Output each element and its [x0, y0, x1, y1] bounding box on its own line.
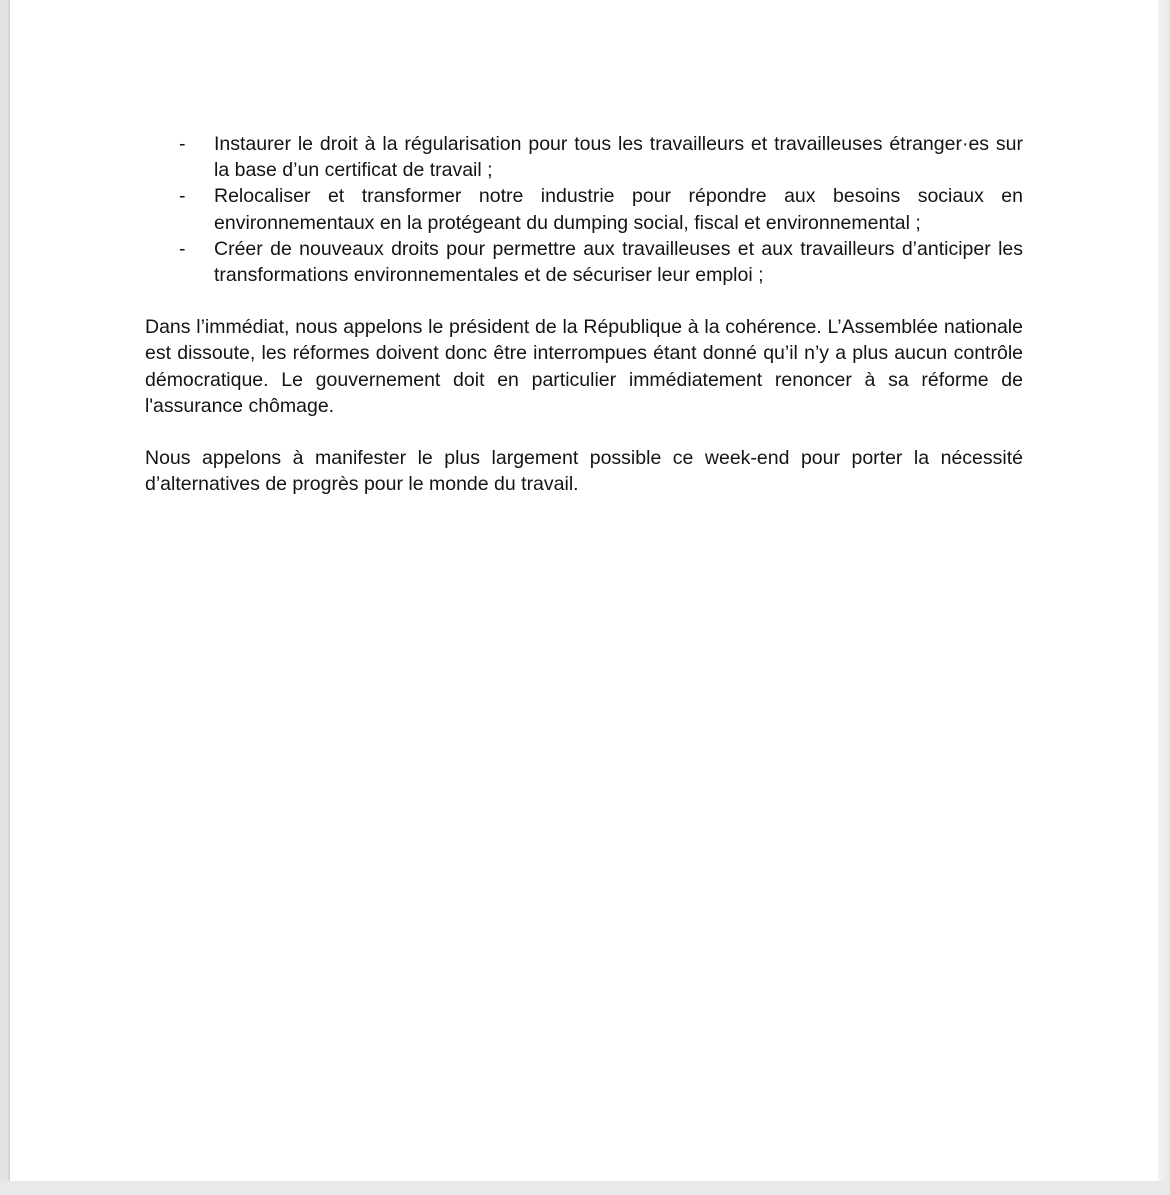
bullet-dash: - — [179, 185, 186, 208]
list-item-text: Créer de nouveaux droits pour permettre aux travailleuses et aux travailleurs d’anticiper les transformations environnementales et de sécuriser leur emploi ; — [214, 237, 1023, 287]
demands-list — [145, 131, 1023, 288]
page-content — [145, 131, 1023, 497]
bullet-dash: - — [179, 133, 186, 155]
viewer-right-edge — [1158, 0, 1170, 1195]
document-page — [10, 0, 1158, 1181]
paragraph: Nous appelons à manifester le plus largement possible ce week-end pour porter la nécessité d’alternatives de progrès pour le monde du travail. — [145, 447, 1023, 496]
list-item — [145, 131, 1023, 183]
bullet-dash: - — [179, 237, 186, 260]
viewer-bottom-edge — [0, 1181, 1170, 1195]
list-item-text: Instaurer le droit à la régularisation pour tous les travailleurs et travailleuses étranger·es sur la base d’un certificat de travail ; — [214, 133, 1023, 182]
list-item — [145, 236, 1023, 288]
list-item — [145, 183, 1023, 235]
list-item-text: Relocaliser et transformer notre industrie pour répondre aux besoins sociaux en environnementaux en la protégeant du dumping social, fiscal et environnemental ; — [214, 185, 1023, 234]
paragraph: Dans l’immédiat, nous appelons le président de la République à la cohérence. L’Assemblée nationale est dissoute, les réformes doivent donc être interrompues étant donné qu’il n’y a plus aucun contrôle démocratique. Le gouvernement doit en particulier immédiatement renoncer à sa réforme de l'assurance chômage. — [145, 316, 1023, 417]
